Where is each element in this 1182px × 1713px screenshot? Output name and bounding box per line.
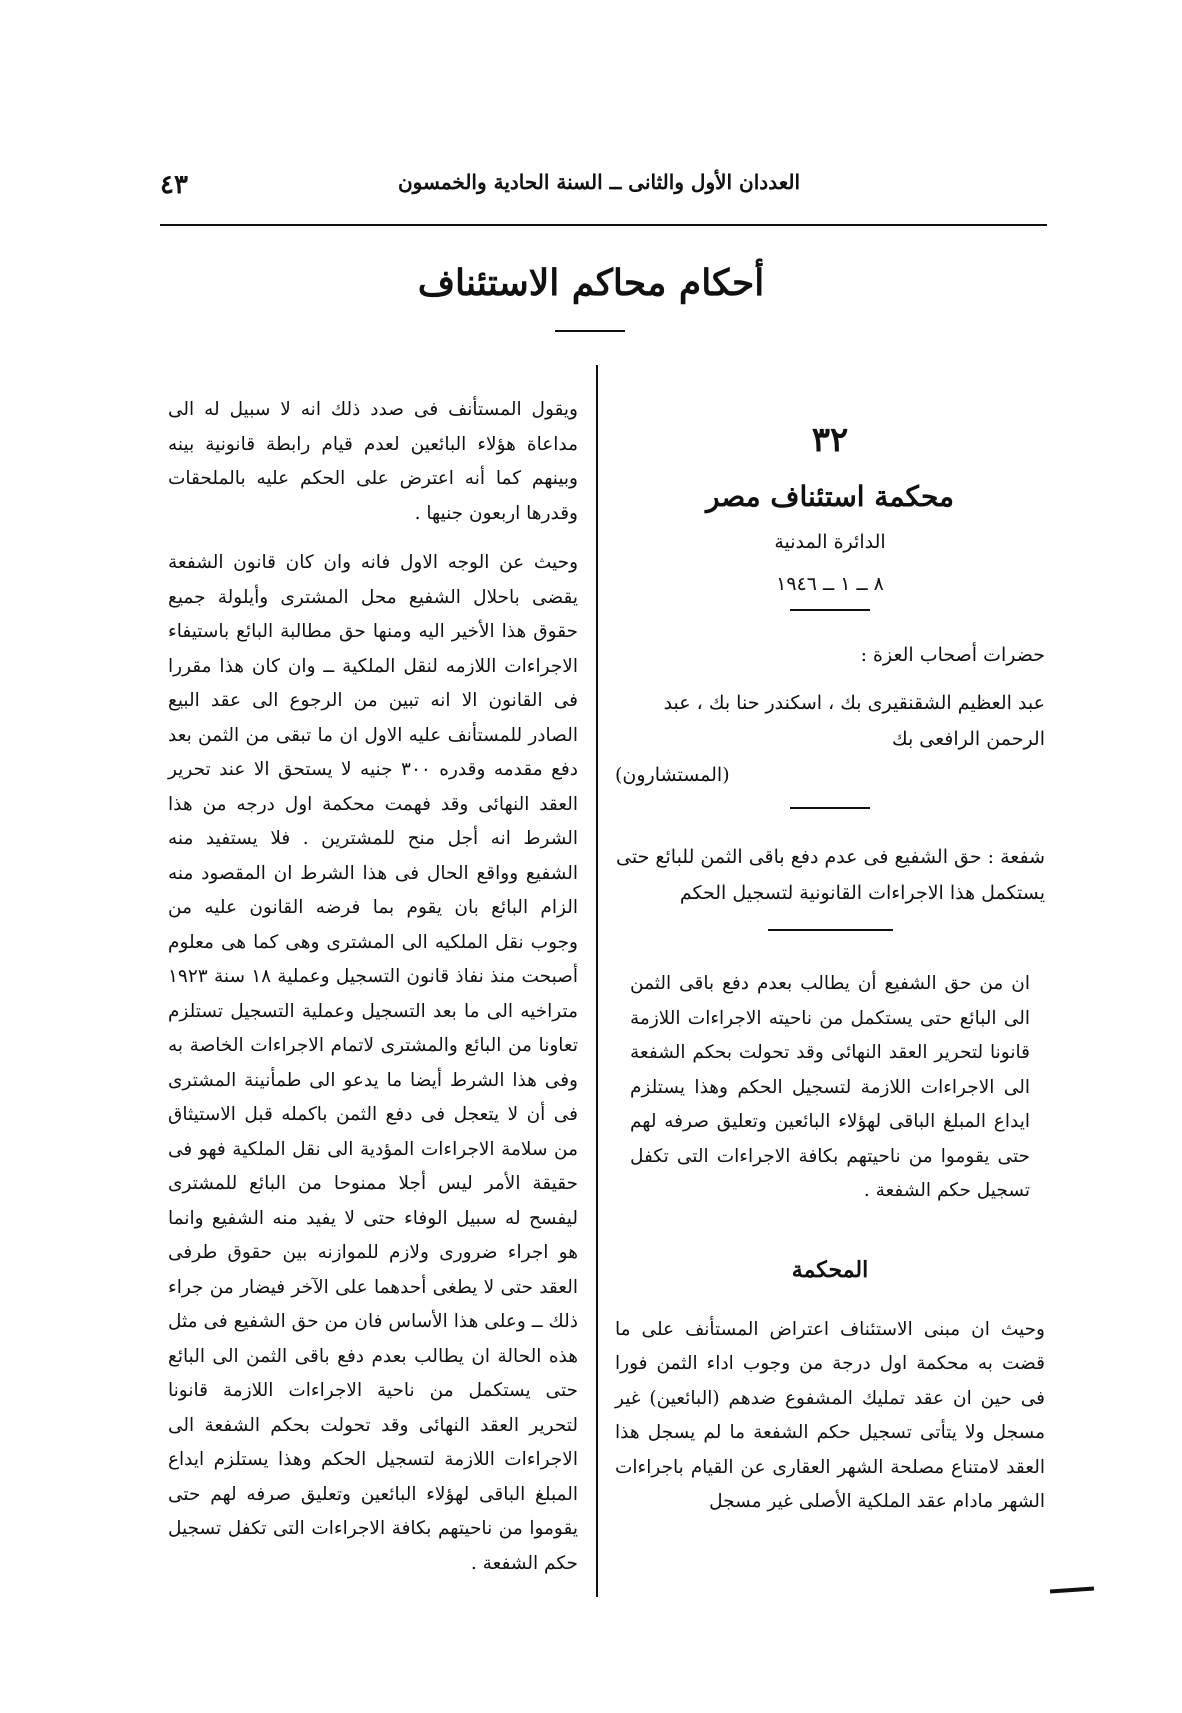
legal-principle: ان من حق الشفيع أن يطالب بعدم دفع باقى الثمن الى البائع حتى يستكمل من ناحيته الاجراءات اللازمة قانونا لتحرير العقد النهائى وقد تحولت بحكم الشفعة الى الاجراءات اللازمة لتسجيل الحكم وهذا يستلزم ايداع المبلغ الباقى لهؤلاء البائعين وتعليق صرفه لهم حتى يقوموا من ناحيتهم بكافة الاجراءات التى تكفل تسجيل حكم الشفعة . [630, 973, 1030, 1201]
paragraph: ويقول المستأنف فى صدد ذلك انه لا سبيل له الى مداعاة هؤلاء البائعين لعدم قيام رابطة قانونية بينه وبينهم كما أنه اعترض على الحكم عليه بالملحقات وقدرها اربعون جنيها . [168, 399, 578, 524]
paragraph: وحيث عن الوجه الاول فانه وان كان قانون الشفعة يقضى باحلال الشفيع محل المشترى وأيلولة جميع حقوق هذا الأخير اليه ومنها حق مطالبة البائع باستيفاء الاجراءات اللازمه لنقل الملكية ــ وان كان هذا مقررا فى القانون الا انه تبين من الرجوع الى عقد البيع الصادر للمستأنف عليه الاول ان ما تبقى من الثمن بعد دفع مقدمه وقدره ٣٠٠ جنيه لا يستحق الا عند تحرير العقد النهائى وقد فهمت محكمة اول درجه من هذا الشرط انه أجل منح للمشترين . فلا يستفيد منه الشفيع وواقع الحال فى هذا الشرط ان المقصود منه الزام البائع بان يقوم بما فرضه القانون عليه من وجوب نقل الملكيه الى المشترى وهى كما هى معلوم أصبحت منذ نفاذ قانون التسجيل وعملية ١٨ سنة ١٩٢٣ متراخيه الى ما بعد التسجيل وعملية التسجيل تستلزم تعاونا من البائع والمشترى لاتمام الاجراءات الخاصة به وفى هذا الشرط أيضا ما يدعو الى طمأنينة المشترى فى أن لا يتعجل فى دفع الثمن باكمله قبل الاستيثاق من سلامة الاجراءات المؤدية الى نقل الملكية فهو فى حقيقة الأمر ليس أجلا ممنوحا من البائع للمشترى ليفسح له سبيل الوفاء حتى لا يفيد منه الشفيع وانما هو اجراء ضرورى ولازم للموازنه بين حقوق طرفى العقد حتى لا يطغى أحدهما على الآخر فيضار من جراء ذلك ــ وعلى هذا الأساس فان من حق الشفيع فى مثل هذه الحالة ان يطالب بعدم دفع باقى الثمن الى البائع حتى يستكمل من ناحية الاجراءات اللازمة قانونا لتحرير العقد النهائى وقد تحولت بحكم الشفعة الى الاجراءات اللازمة لتسجيل الحكم وهذا يستلزم ايداع المبلغ الباقى لهؤلاء البائعين وتعليق صرفه لهم حتى يقوموا من ناحيتهم بكافة الاجراءات التى تكفل تسجيل حكم الشفعة . [168, 552, 579, 1574]
ruling-reasoning: وحيث ان مبنى الاستئناف اعتراض المستأنف على ما قضت به محكمة اول درجة من وجوب اداء الثمن فورا فى حين ان عقد تمليك المشفوع ضدهم (البائعين) غير مسجل ولا يتأتى تسجيل حكم الشفعة ما لم يسجل هذا العقد لامتناع مصلحة الشهر العقارى عن القيام باجراءات الشهر مادام عقد الملكية الأصلى غير مسجل [615, 1318, 1045, 1512]
judges-block [615, 685, 1045, 793]
judges-names: عبد العظيم الشقنقيرى بك ، اسكندر حنا بك ، عبد الرحمن الرافعى بك [663, 692, 1045, 750]
date-rule [790, 609, 870, 611]
ruling-heading: المحكمة [791, 1256, 869, 1283]
judges-label: حضرات أصحاب العزة : [860, 644, 1045, 666]
running-title: العددان الأول والثانى ــ السنة الحادية والخمسون [397, 170, 800, 194]
right-column [615, 400, 1045, 1520]
title-rule [555, 330, 625, 332]
running-header [160, 170, 800, 210]
section-title: أحكام محاكم الاستئناف [417, 262, 765, 304]
judges-rule [790, 807, 870, 809]
case-number: ٣٢ [811, 420, 849, 460]
court-name: محكمة استئناف مصر [705, 480, 955, 513]
column-divider [596, 365, 598, 1597]
header-rule [160, 224, 1047, 226]
circuit: الدائرة المدنية [774, 531, 886, 553]
margin-mark [1050, 1586, 1094, 1593]
subject-rule [768, 929, 893, 931]
left-column [168, 393, 578, 1581]
page-number: ٤٣ [160, 170, 188, 200]
judgment-date: ٨ ــ ١ ــ ١٩٤٦ [776, 573, 884, 595]
judges-role: (المستشارون) [615, 764, 730, 786]
case-subject: شفعة : حق الشفيع فى عدم دفع باقى الثمن للبائع حتى يستكمل هذا الاجراءات القانونية لتسجيل الحكم [616, 846, 1045, 904]
